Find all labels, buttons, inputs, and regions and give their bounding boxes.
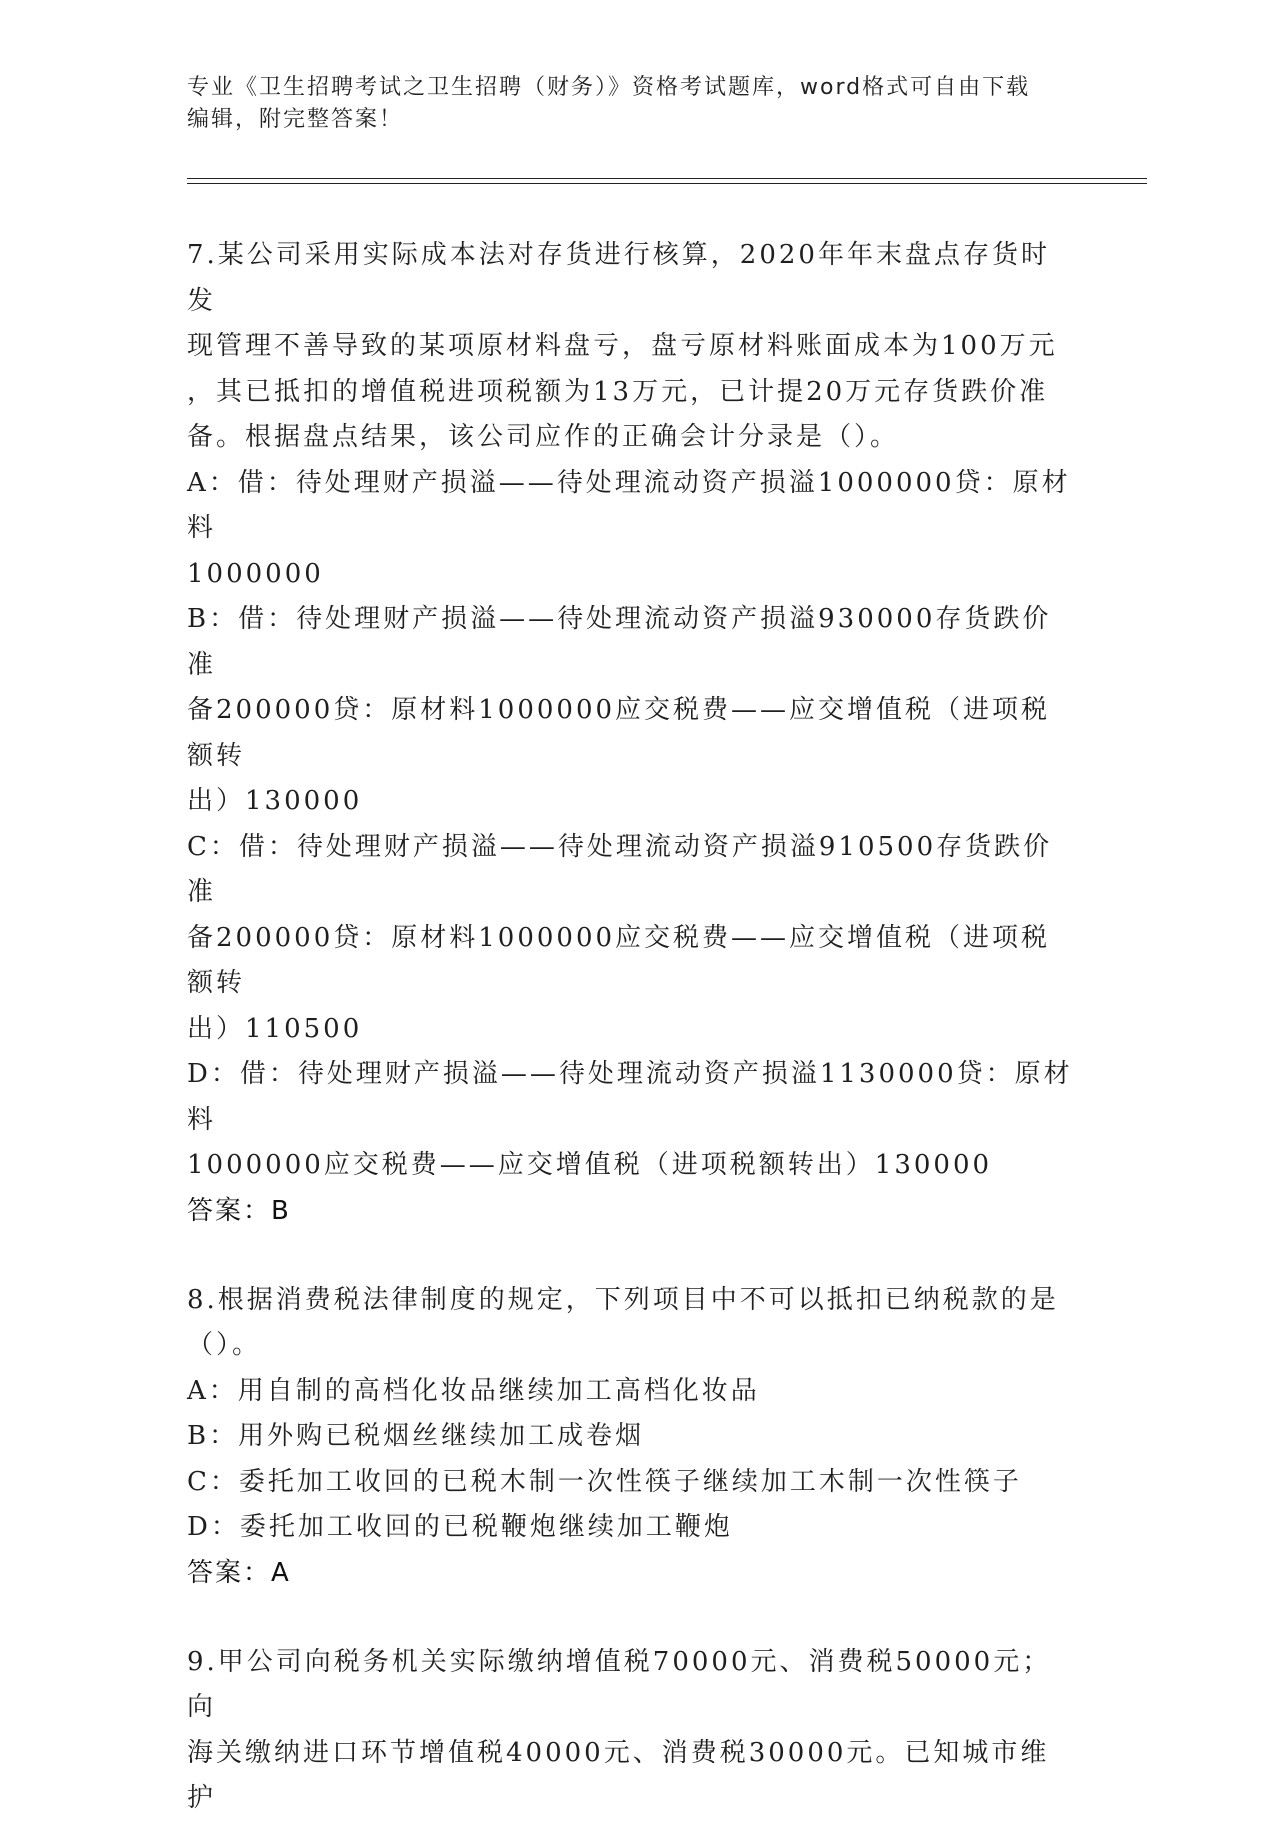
- answer-value: A: [271, 1557, 289, 1588]
- answer-value: B: [271, 1195, 289, 1226]
- option-a: A：用自制的高档化妆品继续加工高档化妆品: [187, 1375, 760, 1406]
- question-text: 9.甲公司向税务机关实际缴纳增值税70000元、消费税50000元；向 海关缴纳进口环节增值税40000元、消费税30000元。已知城市维护: [187, 1646, 1052, 1813]
- option-b: B：用外购已税烟丝继续加工成卷烟: [187, 1421, 645, 1451]
- header-rule-top: [187, 178, 1147, 179]
- question-text: 8.根据消费税法律制度的规定，下列项目中不可以抵扣已纳税款的是 （）。: [187, 1284, 1059, 1360]
- question-text: 7.某公司采用实际成本法对存货进行核算，2020年年末盘点存货时发 现管理不善导致的某项原材料盘亏，盘亏原材料账面成本为100万元 ，其已抵扣的增值税进项税额为13万元，已计提20万元存货跌价准 备。根据盘点结果，该公司应作的正确会计分录是（）。: [187, 240, 1058, 452]
- page-header: [187, 72, 1087, 136]
- answer-line: [187, 1189, 1077, 1234]
- option-d: D：借：待处理财产损溢——待处理流动资产损溢1130000贷：原材料 1000000应交税费——应交增值税（进项税额转出）130000: [187, 1059, 1073, 1180]
- header-rule-bottom: [187, 183, 1147, 184]
- question-list: [187, 233, 1077, 1822]
- question-8: [187, 1278, 1077, 1596]
- header-line-1: 专业《卫生招聘考试之卫生招聘（财务）》资格考试题库，word格式可自由下载: [187, 75, 1031, 100]
- answer-label: 答案：: [187, 1195, 272, 1226]
- header-line-2: 编辑，附完整答案！: [187, 107, 404, 132]
- option-d: D：委托加工收回的已税鞭炮继续加工鞭炮: [187, 1512, 733, 1542]
- answer-label: 答案：: [187, 1557, 272, 1588]
- question-7: [187, 233, 1077, 1234]
- option-a: A：借：待处理财产损溢——待处理流动资产损溢1000000贷：原材料 1000000: [187, 467, 1071, 589]
- option-c: C：委托加工收回的已税木制一次性筷子继续加工木制一次性筷子: [187, 1466, 1022, 1497]
- option-b: B：借：待处理财产损溢——待处理流动资产损溢930000存货跌价准 备200000贷：原材料1000000应交税费——应交增值税（进项税额转 出）130000: [187, 604, 1052, 816]
- answer-line: [187, 1551, 1077, 1596]
- option-c: C：借：待处理财产损溢——待处理流动资产损溢910500存货跌价准 备200000贷：原材料1000000应交税费——应交增值税（进项税额转 出）110500: [187, 831, 1053, 1044]
- question-9: [187, 1640, 1077, 1822]
